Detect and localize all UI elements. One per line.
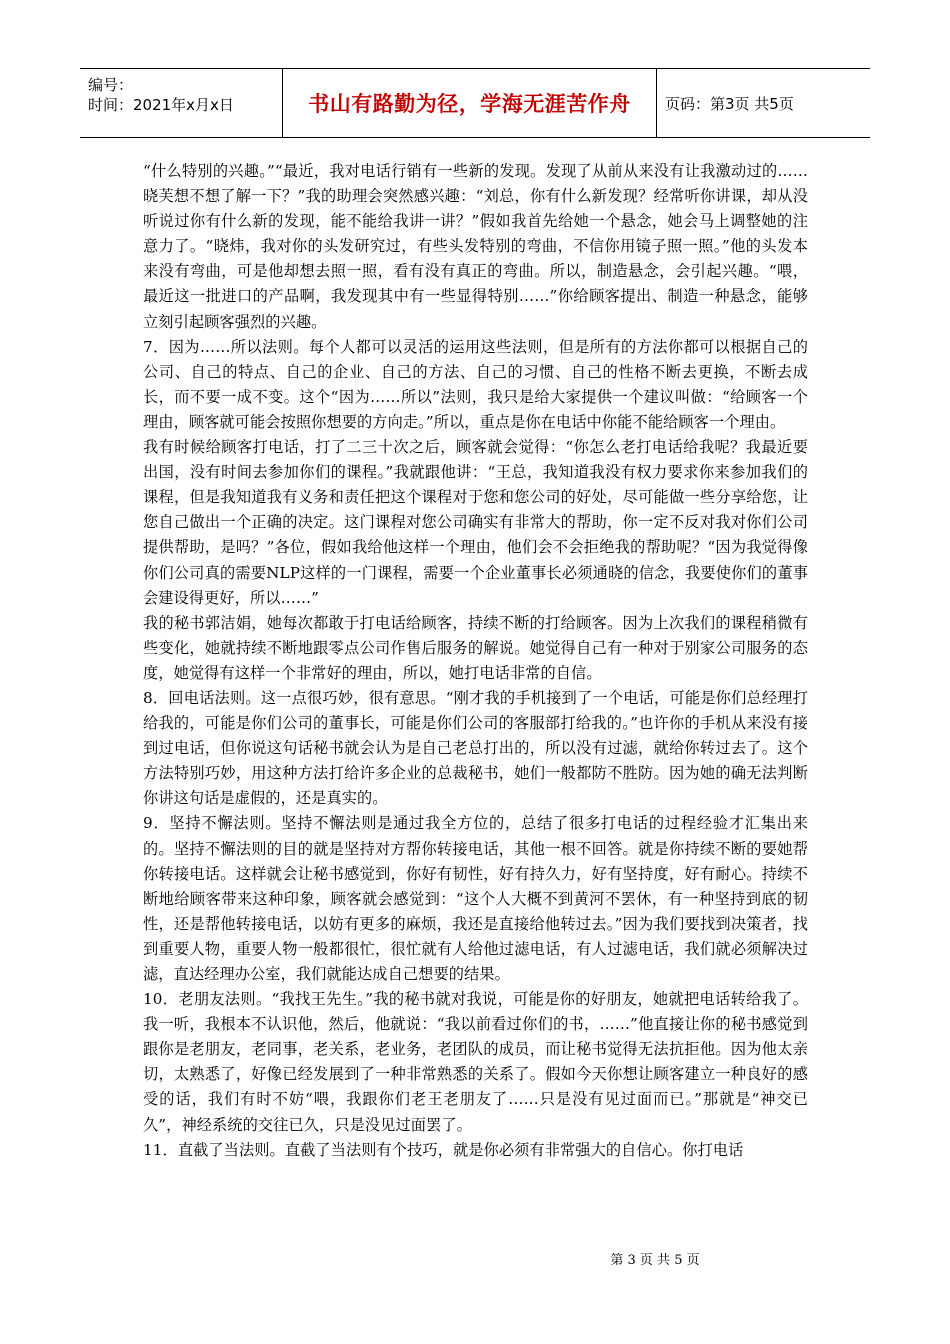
paragraph: 8．回电话法则。这一点很巧妙，很有意思。“刚才我的手机接到了一个电话，可能是你们总经理打给我的，可能是你们公司的董事长，可能是你们公司的客服部打给我的。”也许你的手机从来没有接到过电话，但你说这句话秘书就会认为是自己老总打出的，所以没有过滤，就给你转过去了。这个方法特别巧妙，用这种方法打给许多企业的总裁秘书，她们一般都防不胜防。因为她的确无法判断你讲这句话是虚假的，还是真实的。 xyxy=(143,688,808,808)
paragraph: 10．老朋友法则。“我找王先生。”我的秘书就对我说，可能是你的好朋友，她就把电话转给我了。我一听，我根本不认识他，然后，他就说：“我以前看过你们的书，……”他直接让你的秘书感觉到跟你是老朋友，老同事，老关系，老业务，老团队的成员，而让秘书觉得无法抗拒他。因为他太亲切，太熟悉了，好像已经发展到了一种非常熟悉的关系了。假如今天你想让顾客建立一种良好的感受的话，我们有时不妨“喂，我跟你们老王老朋友了……只是没有见过面而已。”那就是“神交已久”，神经系统的交往已久，只是没见过面罢了。 xyxy=(143,990,808,1134)
paragraph: “什么特别的兴趣。”“最近，我对电话行销有一些新的发现。发现了从前从来没有让我激动过的……晓芙想不想了解一下？”我的助理会突然感兴趣：“刘总，你有什么新发现？经常听你讲课，却从没听说过你有什么新的发现，能不能给我讲一讲？”假如我首先给她一个悬念，她会马上调整她的注意力了。“晓炜，我对你的头发研究过，有些头发特别的弯曲，不信你用镜子照一照。”他的头发本来没有弯曲，可是他却想去照一照，看有没有真正的弯曲。所以，制造悬念，会引起兴趣。“喂，最近这一批进口的产品啊，我发现其中有一些显得特别……”你给顾客提出、制造一种悬念，能够立刻引起顾客强烈的兴趣。 xyxy=(143,162,808,331)
footer-page-number: 第 3 页 共 5 页 xyxy=(610,1253,700,1268)
document-body xyxy=(143,159,808,1163)
header-meta-cell xyxy=(80,69,283,137)
paragraph: 我有时候给顾客打电话，打了二三十次之后，顾客就会觉得：“你怎么老打电话给我呢？我最近要出国，没有时间去参加你们的课程。”我就跟他讲：“王总，我知道我没有权力要求你来参加我们的课程，但是我知道我有义务和责任把这个课程对于您和您公司的好处，尽可能做一些分享给您，让您自己做出一个正确的决定。这门课程对您公司确实有非常大的帮助，你一定不反对我对你们公司提供帮助，是吗？”各位，假如我给他这样一个理由，他们会不会拒绝我的帮助呢？“因为我觉得像你们公司真的需要NLP这样的一门课程，需要一个企业董事长必须通晓的信念，我要使你们的董事会建设得更好，所以……” xyxy=(143,438,808,607)
paragraph: 9．坚持不懈法则。坚持不懈法则是通过我全方位的，总结了很多打电话的过程经验才汇集出来的。坚持不懈法则的目的就是坚持对方帮你转接电话，其他一根不回答。就是你持续不断的要她帮你转接电话。这样就会让秘书感觉到，你好有韧性，好有持久力，好有坚持度，好有耐心。持续不断地给顾客带来这种印象，顾客就会感觉到：“这个人大概不到黄河不罢休，有一种坚持到底的韧性，还是帮他转接电话，以妨有更多的麻烦，我还是直接给他转过去。”因为我们要找到决策者，找到重要人物，重要人物一般都很忙，很忙就有人给他过滤电话，有人过滤电话，我们就必须解决过滤，直达经理办公室，我们就能达成自己想要的结果。 xyxy=(143,814,808,983)
header-page-label: 页码：第3页 共5页 xyxy=(665,94,794,113)
paragraph: 11．直截了当法则。直截了当法则有个技巧，就是你必须有非常强大的自信心。你打电话 xyxy=(143,1140,744,1159)
page-footer xyxy=(0,1249,950,1268)
header-motto: 书山有路勤为径，学海无涯苦作舟 xyxy=(283,69,657,137)
document-number-label: 编号： xyxy=(88,76,134,94)
document-time-label: 时间：2021年x月x日 xyxy=(88,96,234,114)
paragraph: 我的秘书郭洁娟，她每次都敢于打电话给顾客，持续不断的打给顾客。因为上次我们的课程稍微有些变化，她就持续不断地跟零点公司作售后服务的解说。她觉得自己有一种对于别家公司服务的态度，她觉得有这样一个非常好的理由，所以，她打电话非常的自信。 xyxy=(143,613,808,682)
page-header xyxy=(80,68,870,138)
paragraph: 7．因为……所以法则。每个人都可以灵活的运用这些法则，但是所有的方法你都可以根据自己的公司、自己的特点、自己的企业、自己的方法、自己的习惯、自己的性格不断去更换，不断去成长，而不要一成不变。这个“因为……所以”法则，我只是给大家提供一个建议叫做：“给顾客一个理由，顾客就可能会按照你想要的方向走。”所以，重点是你在电话中你能不能给顾客一个理由。 xyxy=(143,337,808,431)
